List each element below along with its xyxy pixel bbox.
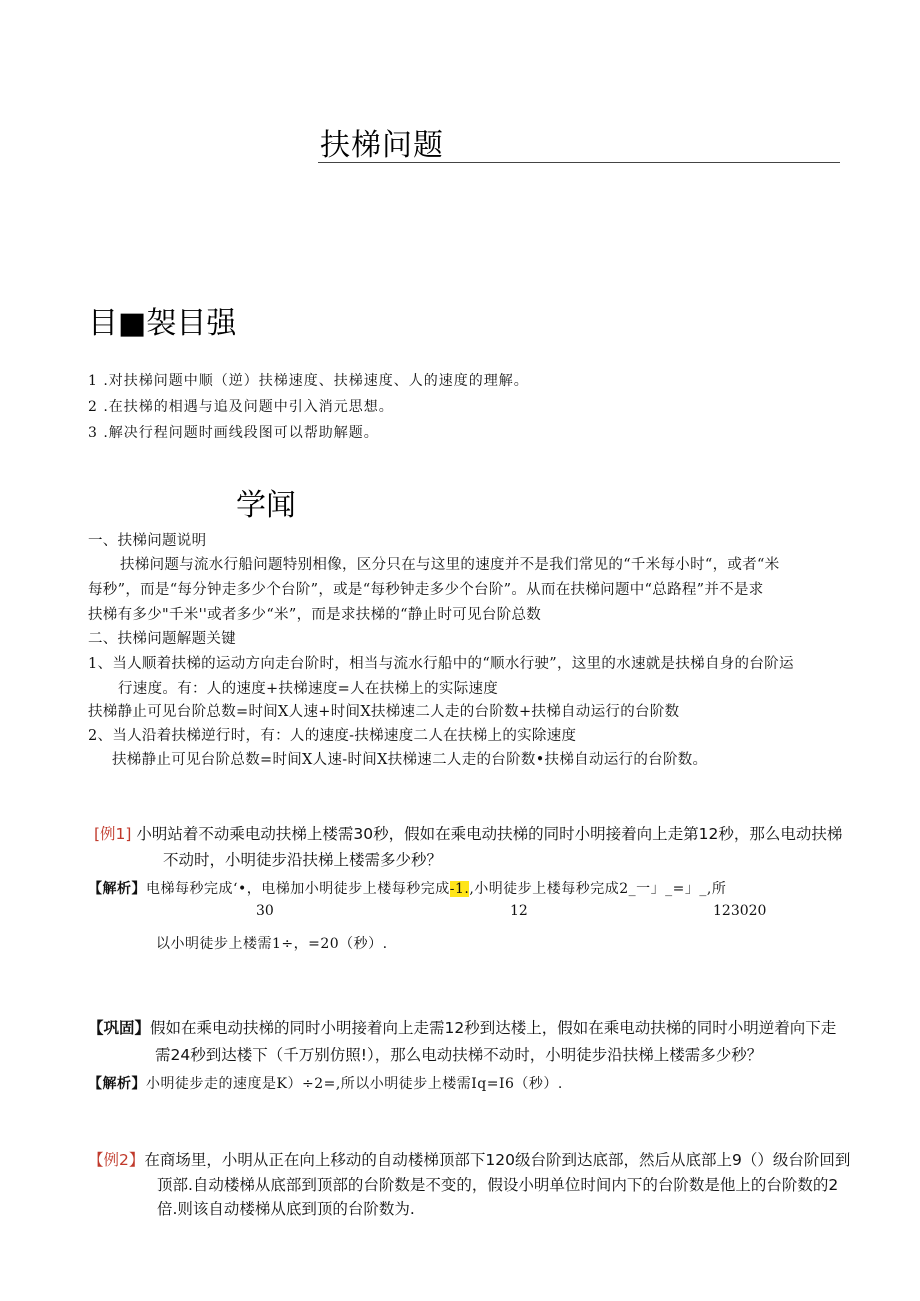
section-heading-study: 学闻: [236, 488, 296, 523]
example-1-tag: [例1]: [94, 825, 132, 843]
example-2-line-3: 倍.则该自动楼梯从底到顶的台阶数为.: [157, 1200, 415, 1218]
body-line: 扶梯有多少"千米''或者多少“米”，而是求扶梯的“静止时可见台阶总数: [88, 607, 542, 623]
example-1-question: [94, 822, 842, 844]
body-line: 扶梯问题与流水行船问题特别相像，区分只在与这里的速度并不是我们常见的“千米每小时“，或者“米: [120, 557, 780, 573]
page-title: 扶梯问题: [320, 128, 444, 163]
solution-text-a: 电梯每秒完成‘•，电梯加小明徒步上楼每秒完成: [146, 881, 450, 897]
denominator-123020: 123020: [713, 903, 767, 919]
consolidate-question: [88, 1016, 836, 1038]
solution-tag: 【解析】: [88, 881, 146, 897]
title-underline: [318, 162, 840, 163]
goal-item-3: 3 .解决行程问题时画线段图可以帮助解题。: [88, 425, 379, 441]
body-line: 二、扶梯问题解题关键: [88, 631, 236, 647]
body-line: 1、当人顺着扶梯的运动方向走台阶时，相当与流水行船中的“顺水行驶”，这里的水速就是扶梯自身的台阶运: [88, 656, 794, 672]
denominator-30: 30: [256, 903, 274, 919]
goal-item-1: 1 .对扶梯问题中顺（逆）扶梯速度、扶梯速度、人的速度的理解。: [88, 373, 529, 389]
goal-item-2: 2 .在扶梯的相遇与追及问题中引入消元思想。: [88, 399, 394, 415]
highlighted-fraction: -1.: [449, 881, 470, 897]
example-1-line-2: 不动时，小明徒步沿扶梯上楼需多少秒？: [163, 851, 443, 869]
example-2-tag: 【例2】: [88, 1151, 145, 1169]
consolidate-tag: 【巩固】: [88, 1019, 151, 1037]
example-2-question: [88, 1148, 850, 1170]
example-1-solution-line-2: 以小明徒步上楼需1÷，=20（秒）.: [156, 936, 388, 952]
body-line: 扶梯静止可见台阶总数=时间X人速-时间X扶梯速二人走的台阶数•扶梯自动运行的台阶数。: [112, 752, 708, 768]
example-1-solution: [88, 878, 726, 898]
body-line: 扶梯静止可见台阶总数=时间X人速+时间X扶梯速二人走的台阶数+扶梯自动运行的台阶数: [88, 704, 680, 720]
example-2-line-2: 顶部.自动楼梯从底部到顶部的台阶数是不变的，假设小明单位时间内下的台阶数是他上的台阶数的2: [157, 1176, 839, 1194]
section-heading-goals: 目■袈目强: [88, 306, 237, 341]
solution-tag: 【解析】: [88, 1076, 146, 1092]
consolidate-line-2: 需24秒到达楼下（千万别仿照!），那么电动扶梯不动时，小明徒步沿扶梯上楼需多少秒？: [155, 1046, 763, 1064]
example-2-line-1: 在商场里，小明从正在向上移动的自动楼梯顶部下120级台阶到达底部，然后从底部上9（）级台阶回到: [144, 1151, 851, 1169]
solution-text-b: ,小明徒步上楼每秒完成2_一」_=」_,所: [469, 881, 727, 897]
consolidate-solution: [88, 1073, 563, 1093]
denominator-12: 12: [510, 903, 528, 919]
body-line: 每秒”，而是“每分钟走多少个台阶”，或是“每秒钟走多少个台阶”。从而在扶梯问题中“总路程”并不是求: [88, 582, 764, 598]
consolidate-solution-text: 小明徒步走的速度是K）÷2=,所以小明徒步上楼需Iq=I6（秒）.: [146, 1076, 563, 1092]
example-1-line-1: 小明站着不动乘电动扶梯上楼需30秒，假如在乘电动扶梯的同时小明接着向上走第12秒，那么电动扶梯: [136, 825, 843, 843]
body-line: 一、扶梯问题说明: [88, 533, 207, 549]
consolidate-line-1: 假如在乘电动扶梯的同时小明接着向上走需12秒到达楼上，假如在乘电动扶梯的同时小明逆着向下走: [150, 1019, 837, 1037]
body-line: 行速度。有：人的速度+扶梯速度=人在扶梯上的实际速度: [118, 681, 499, 697]
body-line: 2、当人沿着扶梯逆行时，有：人的速度-扶梯速度二人在扶梯上的实除速度: [88, 728, 577, 744]
